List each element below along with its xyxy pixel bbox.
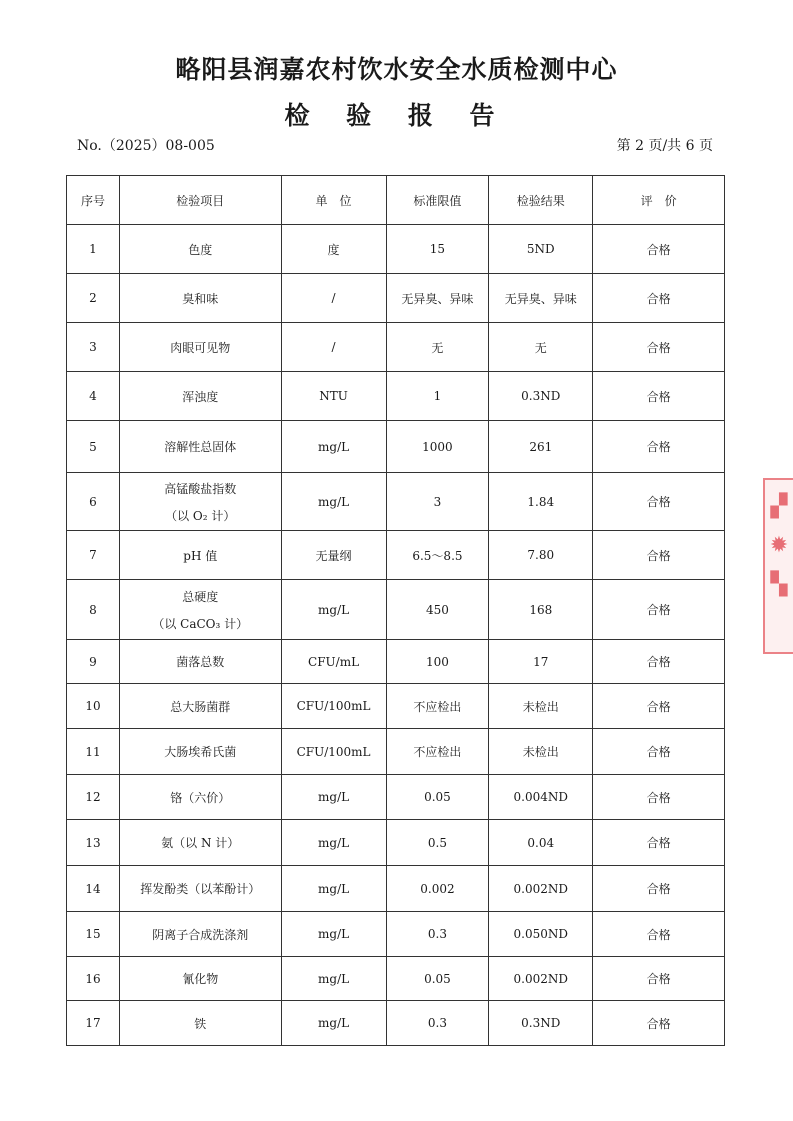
cell-limit: 0.3: [386, 1001, 489, 1046]
cell-unit: mg/L: [281, 421, 386, 473]
report-title: 检 验 报 告: [284, 101, 509, 130]
cell-no: 9: [67, 640, 120, 684]
cell-item: 总大肠菌群: [119, 684, 281, 729]
cell-limit: 15: [386, 225, 489, 274]
cell-limit: 0.05: [386, 775, 489, 820]
cell-unit: 无量纲: [281, 531, 386, 580]
header-no: 序号: [67, 176, 120, 225]
cell-limit: 100: [386, 640, 489, 684]
cell-item-main: 高锰酸盐指数: [164, 481, 237, 496]
header-unit: 单 位: [281, 176, 386, 225]
cell-limit: 450: [386, 580, 489, 640]
cell-eval: 合格: [593, 1001, 725, 1046]
cell-item: 大肠埃希氏菌: [119, 729, 281, 775]
cell-result: 17: [489, 640, 593, 684]
cell-limit: 1000: [386, 421, 489, 473]
cell-unit: /: [281, 323, 386, 372]
cell-unit: CFU/mL: [281, 640, 386, 684]
cell-limit: 6.5～8.5: [386, 531, 489, 580]
cell-result: 0.3ND: [489, 1001, 593, 1046]
cell-item: 铁: [119, 1001, 281, 1046]
cell-eval: 合格: [593, 225, 725, 274]
cell-no: 13: [67, 820, 120, 866]
cell-no: 4: [67, 372, 120, 421]
org-title: 略阳县润嘉农村饮水安全水质检测中心: [175, 55, 618, 84]
cell-unit: mg/L: [281, 820, 386, 866]
cell-result: 未检出: [489, 729, 593, 775]
cell-result: 1.84: [489, 473, 593, 531]
cell-result: 7.80: [489, 531, 593, 580]
cell-item: 阴离子合成洗涤剂: [119, 912, 281, 957]
cell-eval: 合格: [593, 912, 725, 957]
cell-eval: 合格: [593, 640, 725, 684]
cell-item: 肉眼可见物: [119, 323, 281, 372]
results-table: [66, 175, 725, 1046]
cell-result: 无: [489, 323, 593, 372]
cell-item: 氰化物: [119, 957, 281, 1001]
cell-item: 铬（六价）: [119, 775, 281, 820]
cell-item: 浑浊度: [119, 372, 281, 421]
table-row: [67, 225, 725, 274]
cell-item-sub: （以 O₂ 计）: [165, 508, 236, 523]
cell-no: 17: [67, 1001, 120, 1046]
header-result: 检验结果: [489, 176, 593, 225]
cell-limit: 1: [386, 372, 489, 421]
cell-item: 色度: [119, 225, 281, 274]
cell-no: 6: [67, 473, 120, 531]
document-number: No.（2025）08-005: [77, 138, 215, 154]
cell-eval: 合格: [593, 580, 725, 640]
cell-result: 5ND: [489, 225, 593, 274]
cell-unit: CFU/100mL: [281, 729, 386, 775]
cell-no: 7: [67, 531, 120, 580]
cell-result: 无异臭、异味: [489, 274, 593, 323]
header-eval: 评 价: [593, 176, 725, 225]
table-row: [67, 1001, 725, 1046]
cell-unit: mg/L: [281, 1001, 386, 1046]
cell-item-main: 总硬度: [182, 589, 219, 604]
cell-result: 261: [489, 421, 593, 473]
red-seal-stamp: ▞ ✹ ▚: [763, 478, 793, 654]
cell-result: 0.050ND: [489, 912, 593, 957]
table-row: [67, 323, 725, 372]
table-row: [67, 912, 725, 957]
cell-limit: 无异臭、异味: [386, 274, 489, 323]
cell-unit: 度: [281, 225, 386, 274]
table-row: [67, 531, 725, 580]
table-header-row: [67, 176, 725, 225]
cell-unit: NTU: [281, 372, 386, 421]
cell-result: 168: [489, 580, 593, 640]
cell-eval: 合格: [593, 372, 725, 421]
table-row: [67, 640, 725, 684]
cell-no: 11: [67, 729, 120, 775]
cell-eval: 合格: [593, 473, 725, 531]
cell-eval: 合格: [593, 820, 725, 866]
cell-result: 0.002ND: [489, 866, 593, 912]
table-row: [67, 957, 725, 1001]
cell-eval: 合格: [593, 274, 725, 323]
table-row: [67, 372, 725, 421]
cell-item: [119, 580, 281, 640]
cell-item: pH 值: [119, 531, 281, 580]
cell-unit: /: [281, 274, 386, 323]
cell-item: [119, 473, 281, 531]
cell-result: 未检出: [489, 684, 593, 729]
cell-unit: mg/L: [281, 912, 386, 957]
cell-unit: mg/L: [281, 775, 386, 820]
table-row: [67, 580, 725, 640]
cell-unit: mg/L: [281, 866, 386, 912]
cell-no: 14: [67, 866, 120, 912]
cell-eval: 合格: [593, 866, 725, 912]
cell-item: 挥发酚类（以苯酚计）: [119, 866, 281, 912]
cell-limit: 无: [386, 323, 489, 372]
cell-no: 10: [67, 684, 120, 729]
cell-unit: CFU/100mL: [281, 684, 386, 729]
cell-no: 1: [67, 225, 120, 274]
cell-limit: 0.05: [386, 957, 489, 1001]
table-row: [67, 866, 725, 912]
table-row: [67, 274, 725, 323]
cell-result: 0.04: [489, 820, 593, 866]
cell-no: 2: [67, 274, 120, 323]
cell-unit: mg/L: [281, 473, 386, 531]
cell-no: 12: [67, 775, 120, 820]
cell-result: 0.3ND: [489, 372, 593, 421]
cell-limit: 0.002: [386, 866, 489, 912]
cell-limit: 不应检出: [386, 729, 489, 775]
cell-eval: 合格: [593, 729, 725, 775]
cell-no: 16: [67, 957, 120, 1001]
cell-item: 菌落总数: [119, 640, 281, 684]
cell-item: 氨（以 N 计）: [119, 820, 281, 866]
cell-item: 臭和味: [119, 274, 281, 323]
cell-eval: 合格: [593, 684, 725, 729]
cell-result: 0.004ND: [489, 775, 593, 820]
cell-eval: 合格: [593, 323, 725, 372]
page-indicator: 第 2 页/共 6 页: [616, 138, 713, 154]
table-row: [67, 729, 725, 775]
table-row: [67, 775, 725, 820]
table-row: [67, 473, 725, 531]
cell-eval: 合格: [593, 957, 725, 1001]
cell-limit: 0.3: [386, 912, 489, 957]
cell-limit: 不应检出: [386, 684, 489, 729]
cell-unit: mg/L: [281, 957, 386, 1001]
table-row: [67, 820, 725, 866]
cell-eval: 合格: [593, 421, 725, 473]
cell-item-sub: （以 CaCO₃ 计）: [152, 616, 249, 631]
cell-item: 溶解性总固体: [119, 421, 281, 473]
cell-no: 15: [67, 912, 120, 957]
header-item: 检验项目: [119, 176, 281, 225]
cell-no: 3: [67, 323, 120, 372]
cell-result: 0.002ND: [489, 957, 593, 1001]
cell-eval: 合格: [593, 775, 725, 820]
cell-unit: mg/L: [281, 580, 386, 640]
header-limit: 标准限值: [386, 176, 489, 225]
cell-eval: 合格: [593, 531, 725, 580]
cell-limit: 3: [386, 473, 489, 531]
cell-no: 5: [67, 421, 120, 473]
cell-limit: 0.5: [386, 820, 489, 866]
cell-no: 8: [67, 580, 120, 640]
table-row: [67, 421, 725, 473]
table-row: [67, 684, 725, 729]
